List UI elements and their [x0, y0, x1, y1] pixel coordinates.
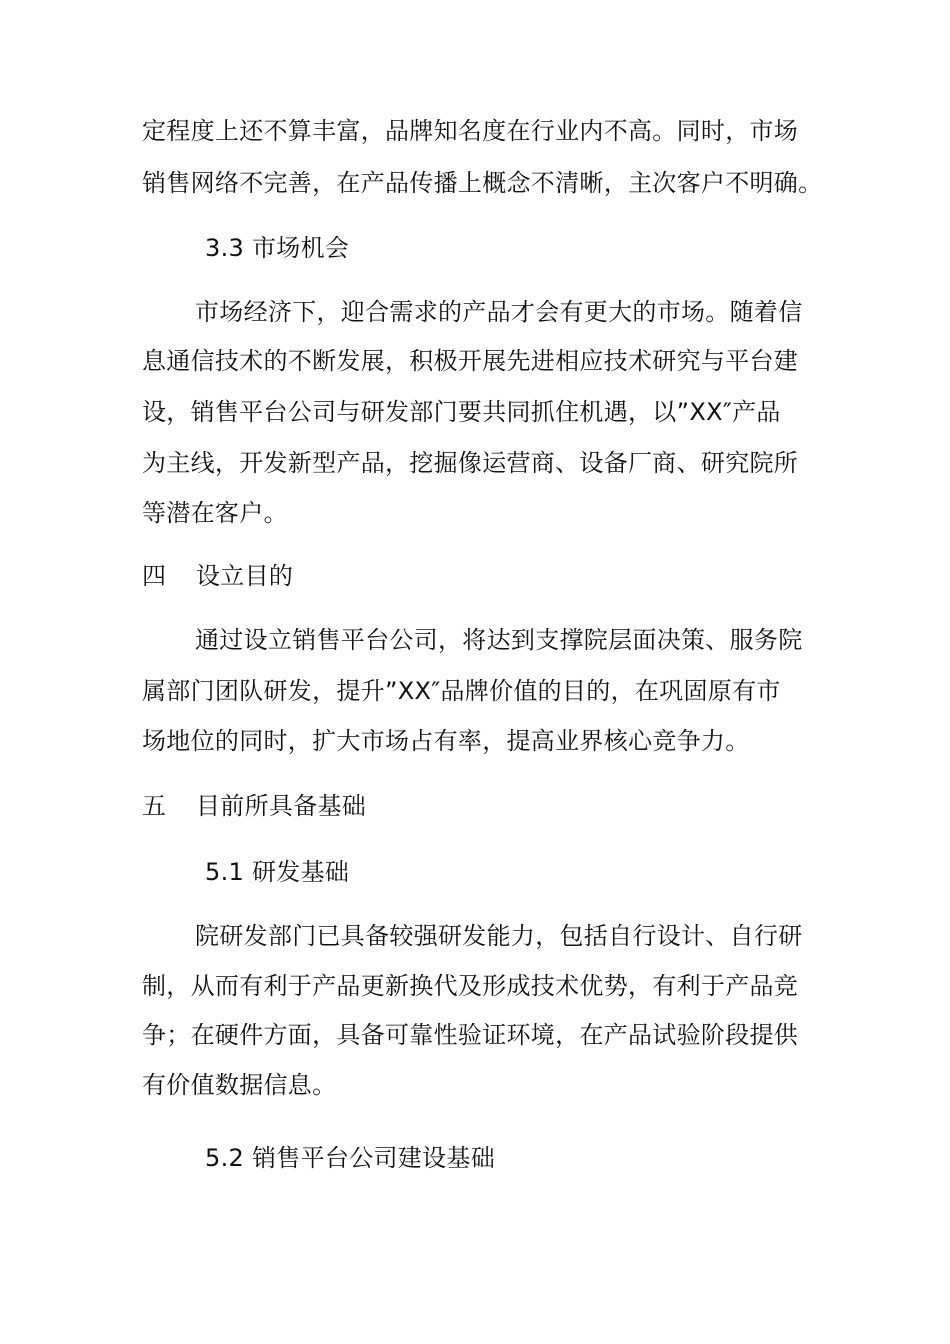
- paragraph-line: 院研发部门已具备较强研发能力，包括自行设计、自行研: [195, 922, 803, 950]
- heading-number: 四: [142, 562, 167, 590]
- paragraph-line: 制，从而有利于产品更新换代及形成技术优势，有利于产品竞: [142, 972, 799, 1000]
- heading-text: 目前所具备基础: [196, 792, 367, 820]
- paragraph-line: 设，销售平台公司与研发部门要共同抓住机遇，以”XX″产品: [142, 398, 781, 426]
- paragraph-line: 定程度上还不算丰富，品牌知名度在行业内不高。同时，市场: [142, 117, 799, 145]
- section-heading-5: [142, 790, 366, 822]
- paragraph-line: 市场经济下，迎合需求的产品才会有更大的市场。随着信: [195, 298, 803, 326]
- paragraph-line: 场地位的同时，扩大市场占有率，提高业界核心竞争力。: [142, 727, 750, 755]
- paragraph-line: 等潜在客户。: [142, 499, 288, 527]
- paragraph-line: 销售网络不完善，在产品传播上概念不清晰，主次客户不明确。: [142, 169, 823, 197]
- heading-text: 设立目的: [196, 562, 294, 590]
- section-heading-4: [142, 560, 293, 592]
- paragraph-line: 属部门团队研发，提升”XX″品牌价值的目的，在巩固原有市: [142, 677, 781, 705]
- paragraph-line: 争；在硬件方面，具备可靠性验证环境，在产品试验阶段提供: [142, 1021, 799, 1049]
- paragraph-line: 为主线，开发新型产品，挖掘像运营商、设备厂商、研究院所: [142, 449, 799, 477]
- heading-number: 五: [142, 792, 167, 820]
- paragraph-line: 息通信技术的不断发展，积极开展先进相应技术研究与平台建: [142, 347, 799, 375]
- paragraph-line: 通过设立销售平台公司，将达到支撑院层面决策、服务院: [195, 626, 803, 654]
- section-heading-3-3: 3.3 市场机会: [205, 234, 350, 262]
- section-heading-5-1: 5.1 研发基础: [205, 858, 350, 886]
- section-heading-5-2: 5.2 销售平台公司建设基础: [205, 1144, 495, 1172]
- paragraph-line: 有价值数据信息。: [142, 1071, 337, 1099]
